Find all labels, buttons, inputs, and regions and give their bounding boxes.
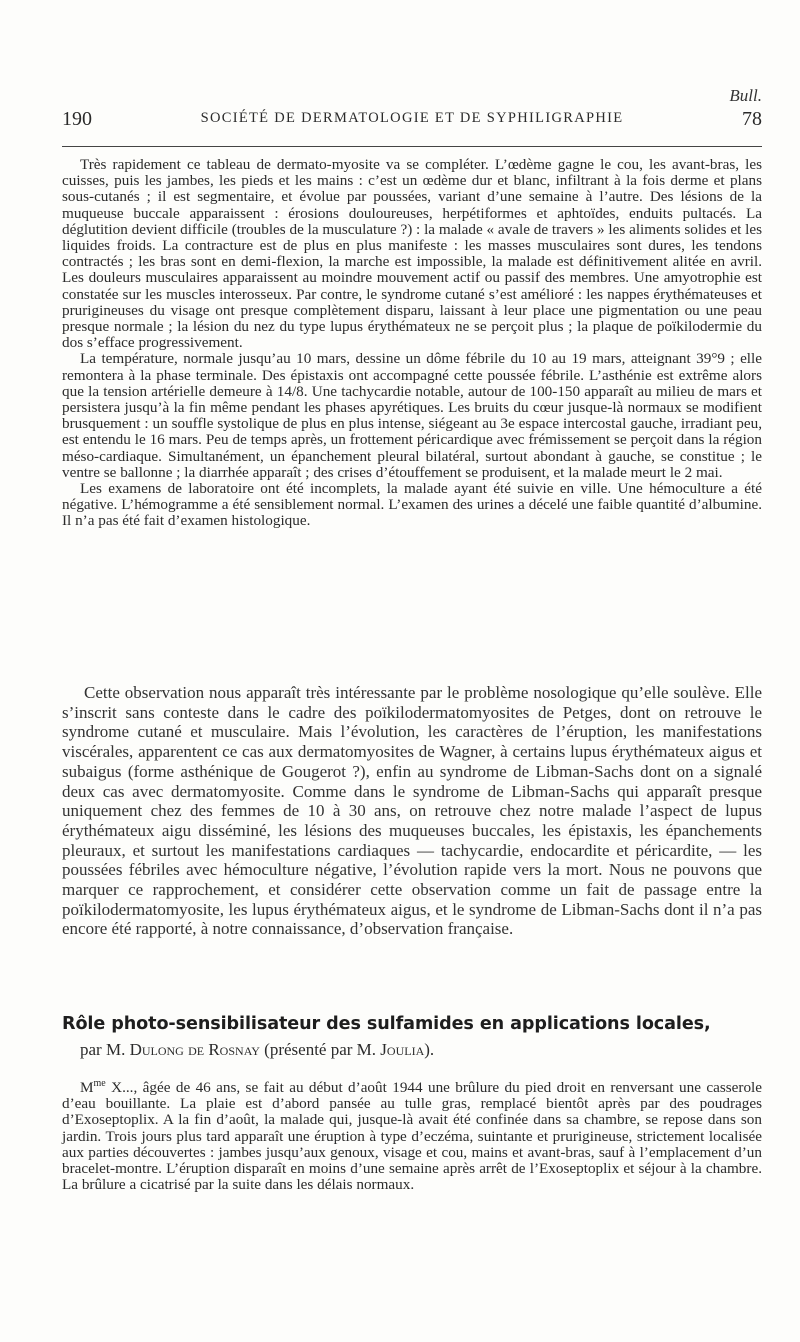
case-section [62,1076,762,1193]
volume-number: 78 [742,108,762,130]
running-header [62,104,762,132]
observation-section [62,157,762,530]
byline-suffix: ). [424,1040,435,1059]
salutation-superscript: me [93,1078,106,1089]
author-name: Dulong de Rosnay [129,1040,260,1059]
running-title: SOCIÉTÉ DE DERMATOLOGIE ET DE SYPHILIGRAPHIE [200,110,624,126]
page-number: 190 [62,108,92,130]
presenter-name: Joulia [380,1040,425,1059]
salutation: M [80,1079,94,1097]
margin-annotation: Bull. [729,86,762,105]
observation-paragraph: Très rapidement ce tableau de dermato-myosite va se compléter. L’œdème gagne le cou, les avant-bras, les cuisses, puis les jambes, les pieds et les mains : c’est un œdème dur et blanc, infiltrant à la fois derme et plans sous-cutanés ; il est segmentaire, et évolue par poussées, variant d’une semaine à l’autre. Des lésions de la muqueuse buccale apparaissent : érosions douloureuses, herpétiformes et aphtoïdes, enduits pultacés. La déglutition devient difficile (troubles de la musculature ?) : la malade « avale de travers » les aliments solides et les liquides froids. La contracture est de plus en plus manifeste : les masses musculaires sont dures, les tendons contractés ; les bras sont en demi-flexion, la marche est impossible, la malade est définitivement alitée en avril. Les douleurs musculaires apparaissent au moindre mouvement actif ou passif des membres. Une amyotrophie est constatée sur les muscles interosseux. Par contre, le syndrome cutané s’est amélioré : les nappes érythémateuses et prurigineuses du visage ont presque complètement disparu, laissant à leur place une pigmentation ou une peau presque normale ; la lésion du nez du type lupus érythémateux ne se perçoit plus ; la plaque de poïkilodermie du dos s’efface progressivement. [62,156,762,352]
article-title: Rôle photo-sensibilisateur des sulfamides en applications locales, [62,1014,711,1034]
article-byline [80,1040,434,1060]
byline-mid: (présenté par M. [264,1040,377,1059]
discussion-section [62,683,762,939]
byline-prefix: par M. [80,1040,126,1059]
discussion-paragraph: Cette observation nous apparaît très intéressante par le problème nosologique qu’elle soulève. Elle s’inscrit sans conteste dans le cadre des poïkilodermatomyosites de Petges, dont on retrouve le syndrome cutané et musculaire. Mais l’évolution, les caractères de l’éruption, les manifestations viscérales, apparentent ce cas aux dermatomyosites de Wagner, à certains lupus érythémateux aigus et subaigus (forme asthénique de Gougerot ?), enfin au syndrome de Libman-Sachs dont on a signalé deux cas avec dermatomyosite. Comme dans le syndrome de Libman-Sachs qui apparaît presque uniquement chez des femmes de 10 à 30 ans, on retrouve chez notre malade l’aspect de lupus érythémateux aigu disséminé, les lésions des muqueuses buccales, les épistaxis, les épanchements pleuraux, et surtout les manifestations cardiaques — tachycardie, endocardite et péricardite, — les poussées fébriles avec hémoculture négative, l’évolution rapide vers la mort. Nous ne pouvons que marquer ce rapprochement, et considérer cette observation comme un fait de passage entre la poïkilodermatomyosite, les lupus érythémateux aigus, et le syndrome de Libman-Sachs dont il n’a pas encore été rapporté, à notre connaissance, d’observation française. [62,683,762,939]
observation-paragraph: La température, normale jusqu’au 10 mars, dessine un dôme fébrile du 10 au 19 mars, atteignant 39°9 ; elle remontera à la phase terminale. Des épistaxis ont accompagné cette poussée fébrile. L’asthénie est extrême alors que la tension artérielle demeure à 14/8. Une tachycardie notable, autour de 100-150 apparaît au milieu de mars et persistera jusqu’à la fin même pendant les phases apyrétiques. Les bruits du cœur jusque-là normaux se modifient brusquement : un souffle systolique de plus en plus intense, siégeant au 3e espace intercostal gauche, irradiant peu, est entendu le 16 mars. Peu de temps après, un frottement péricardique avec frémissement se perçoit dans la région méso-cardiaque. Simultanément, un épanchement pleural bilatéral, surtout abondant à gauche, se constitue ; le ventre se ballonne ; la diarrhée apparaît ; des crises d’étouffement se produisent, et la malade meurt le 2 mai. [62,350,762,481]
case-text: X..., âgée de 46 ans, se fait au début d’août 1944 une brûlure du pied droit en renversant une casserole d’eau bouillante. La plaie est d’abord pansée au tulle gras, remplacé bientôt après par des poudrages d’Exoseptoplix. A la fin d’août, la malade qui, jusque-là avait été confinée dans sa chambre, se repose dans son jardin. Trois jours plus tard apparaît une éruption à type d’eczéma, suintante et prurigineuse, strictement localisée aux parties découvertes : jambes jusqu’aux genoux, visage et cou, mains et avant-bras, sauf à l’emplacement d’un bracelet-montre. L’éruption disparaît en moins d’une semaine après arrêt de l’Exoseptoplix et séjour à la chambre. La brûlure a cicatrisé par la suite dans les délais normaux. [62,1079,762,1194]
case-paragraph [62,1076,762,1193]
header-rule [62,146,762,147]
observation-paragraph: Les examens de laboratoire ont été incomplets, la malade ayant été suivie en ville. Une hémoculture a été négative. L’hémogramme a été sensiblement normal. L’examen des urines a décelé une faible quantité d’albumine. Il n’a pas été fait d’examen histologique. [62,480,762,530]
